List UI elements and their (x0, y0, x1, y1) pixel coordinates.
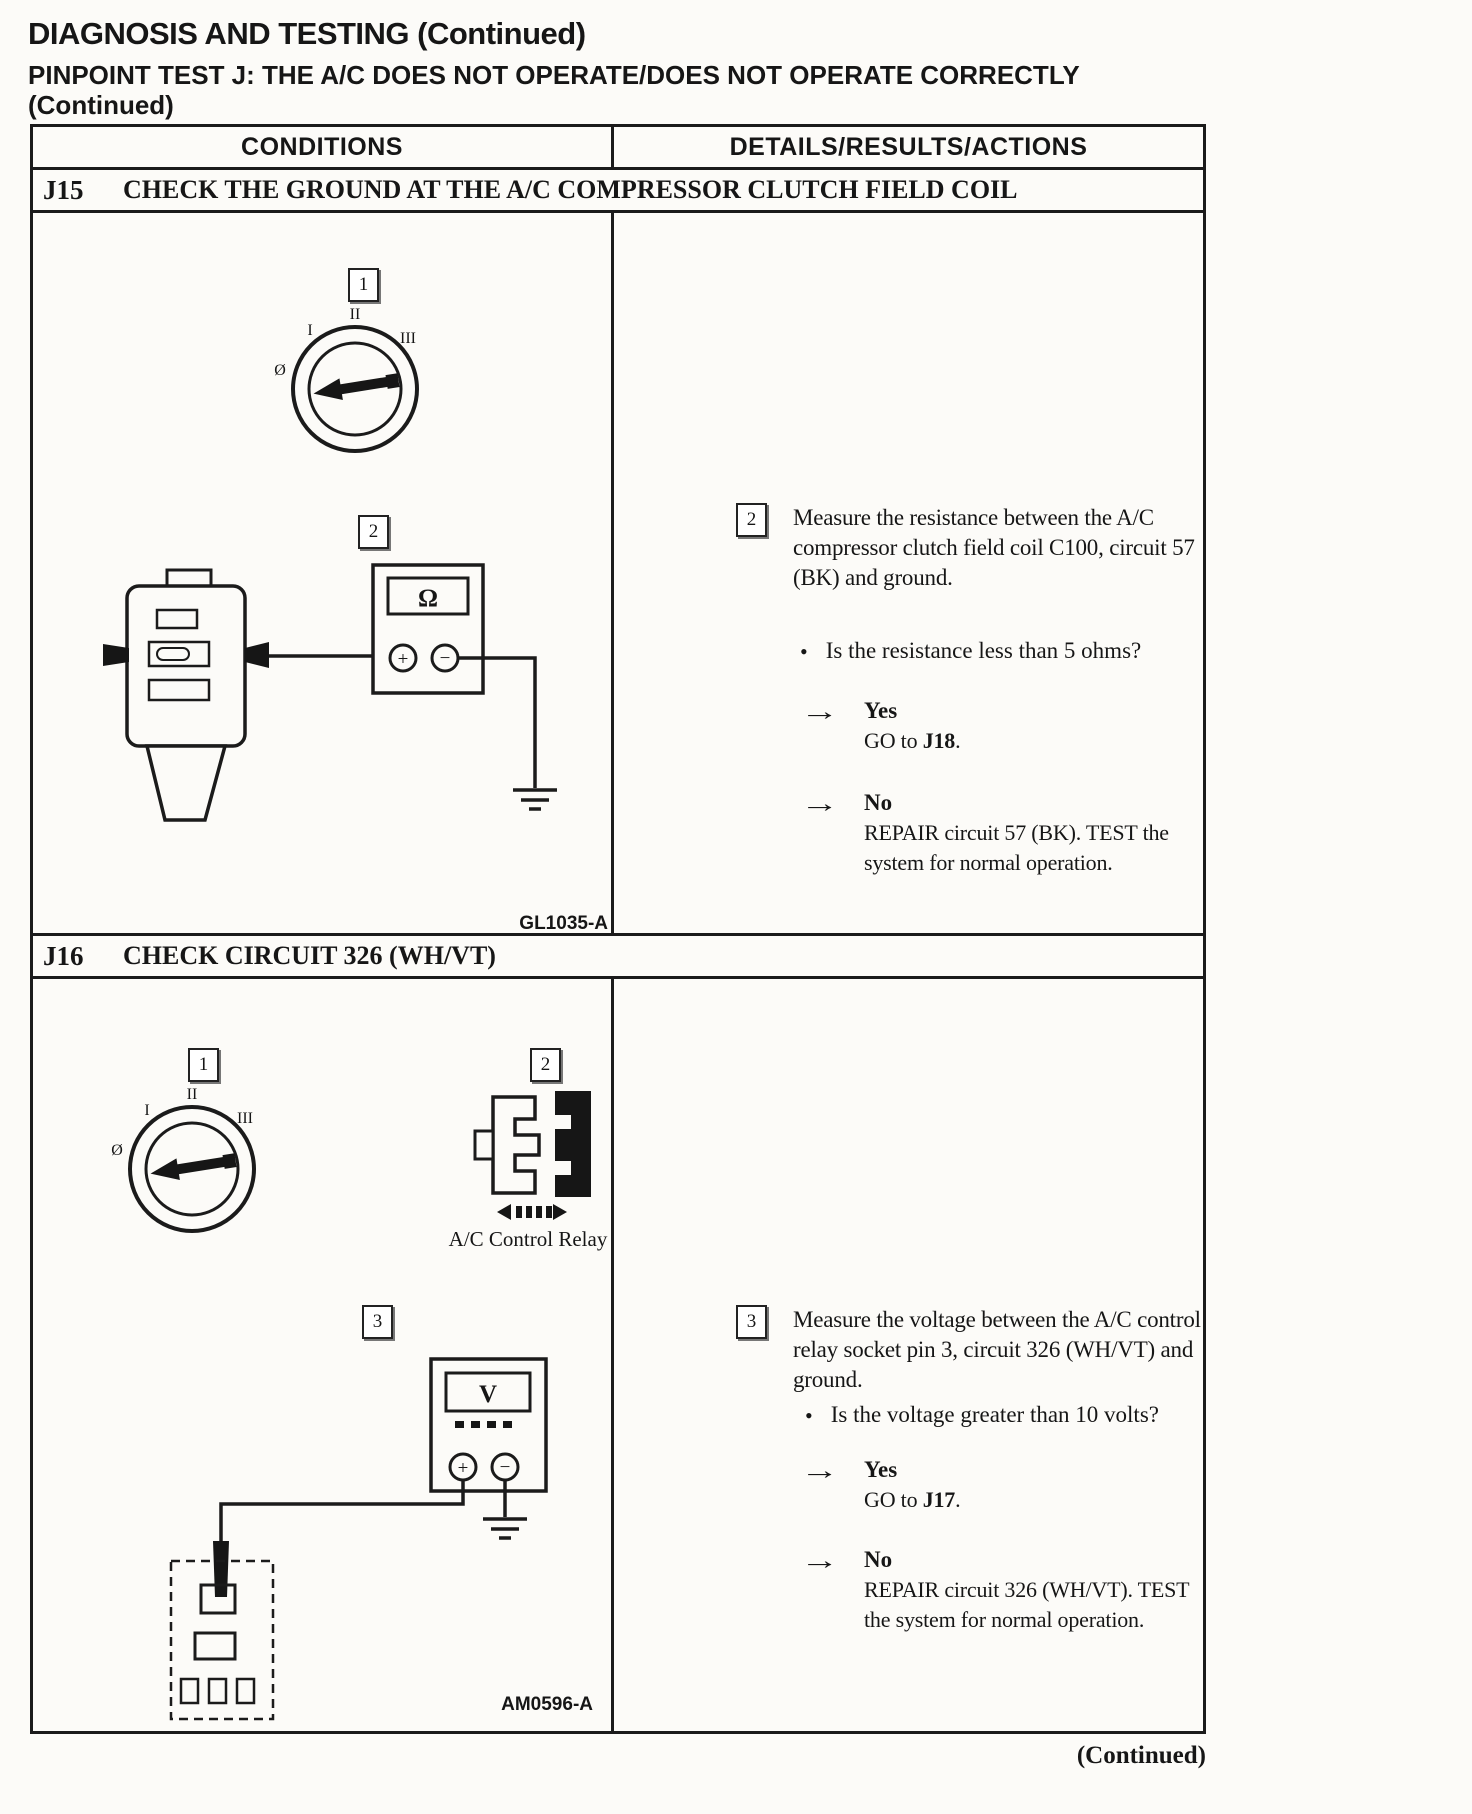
section-id-j15: J15 (43, 174, 84, 205)
j16-no-result (800, 1545, 1214, 1635)
j15-no-label: No (864, 790, 893, 815)
j15-goto-suffix: . (955, 728, 961, 753)
j15-details-cell (614, 213, 1203, 933)
ignition-mark-3: III (237, 1110, 253, 1127)
table-header-row (33, 127, 1203, 170)
ignition-mark-2: II (186, 1086, 198, 1103)
j15-diagram-step1-badge: 1 (348, 268, 379, 302)
ohmmeter (373, 565, 483, 693)
ignition-mark-1: I (144, 1102, 150, 1119)
j16-no-body (864, 1545, 1214, 1635)
voltmeter-test-diagram (143, 1349, 563, 1729)
ohmmeter-test-diagram (103, 558, 583, 878)
j15-yes-body (864, 696, 960, 756)
test-probe-icon (213, 1541, 229, 1597)
j16-yes-result (800, 1455, 960, 1515)
bullet-icon: • (800, 639, 808, 664)
j16-question (805, 1402, 1159, 1429)
j16-yes-body (864, 1455, 960, 1515)
j15-instruction-step-badge: 2 (736, 503, 767, 537)
ignition-mark-2: II (349, 306, 361, 323)
j15-yes-label: Yes (864, 698, 898, 723)
result-arrow-icon: → (800, 1546, 839, 1575)
j15-no-body (864, 788, 1214, 878)
section-title-j15: CHECK THE GROUND AT THE A/C COMPRESSOR CLUTCH FIELD COIL (123, 175, 1018, 204)
result-arrow-icon: → (800, 697, 839, 726)
j15-question-text: Is the resistance less than 5 ohms? (825, 638, 1142, 663)
section-header-j16 (33, 936, 1203, 979)
page-title: DIAGNOSIS AND TESTING (Continued) (28, 16, 586, 51)
j15-yes-result (800, 696, 960, 756)
j15-instruction (736, 503, 1206, 593)
j16-diagram-step2-badge: 2 (530, 1048, 561, 1082)
column-header-conditions: CONDITIONS (33, 127, 614, 167)
ignition-switch-diagram (97, 1077, 287, 1253)
bullet-icon: • (805, 1403, 813, 1428)
ignition-mark-1: I (307, 322, 313, 339)
j15-goto-prefix: GO to (864, 728, 923, 753)
pinpoint-test-table (30, 124, 1206, 1734)
j16-no-label: No (864, 1547, 893, 1572)
ohm-symbol: Ω (417, 585, 439, 612)
relay-caption: A/C Control Relay (448, 1227, 608, 1251)
ignition-mark-3: III (400, 330, 416, 347)
voltmeter-plus-terminal: + (457, 1458, 469, 1479)
j15-figure-label: GL1035-A (519, 913, 608, 934)
ignition-mark-off: Ø (111, 1142, 123, 1159)
pinpoint-test-heading-line1: PINPOINT TEST J: THE A/C DOES NOT OPERATE/DOES NOT OPERATE CORRECTLY (28, 60, 1080, 90)
ac-control-relay-diagram (463, 1079, 608, 1229)
j16-yes-label: Yes (864, 1457, 898, 1482)
row-j16 (33, 979, 1203, 1731)
ignition-switch-diagram (260, 297, 450, 473)
column-header-details: DETAILS/RESULTS/ACTIONS (729, 132, 1088, 161)
relay-body (555, 1091, 591, 1197)
ground-symbol-icon (513, 790, 557, 809)
j16-instruction-text: Measure the voltage between the A/C control relay socket pin 3, circuit 326 (WH/VT) and ground. (793, 1307, 1201, 1392)
voltmeter-minus-terminal: − (499, 1457, 511, 1478)
j16-instruction-step-badge: 3 (736, 1305, 767, 1339)
j15-instruction-text: Measure the resistance between the A/C compressor clutch field coil C100, circuit 57 (BK) and ground. (793, 505, 1195, 590)
j16-goto-suffix: . (955, 1487, 961, 1512)
relay-socket-connector (171, 1561, 273, 1719)
volt-symbol: V (478, 1381, 498, 1408)
pinpoint-test-heading (28, 60, 1080, 120)
j15-conditions-cell (33, 213, 614, 933)
key-position-arrow-icon (312, 369, 400, 404)
j16-conditions-cell (33, 979, 614, 1731)
j16-instruction (736, 1305, 1206, 1395)
compressor-clutch-connector (103, 570, 269, 820)
j15-no-result (800, 788, 1214, 878)
j15-question (800, 638, 1141, 665)
ignition-mark-off: Ø (274, 362, 286, 379)
voltmeter (431, 1359, 546, 1491)
positive-test-lead (221, 1480, 463, 1544)
key-position-arrow-icon (149, 1149, 237, 1184)
j15-diagram-step2-badge: 2 (358, 515, 389, 549)
ohmmeter-minus-terminal: − (439, 648, 451, 669)
section-id-j16: J16 (43, 940, 84, 971)
section-header-j15 (33, 170, 1203, 213)
j16-question-text: Is the voltage greater than 10 volts? (830, 1402, 1159, 1427)
relay-socket-outline (493, 1097, 539, 1193)
ground-symbol-icon (483, 1519, 527, 1538)
j16-goto-prefix: GO to (864, 1487, 923, 1512)
row-j15 (33, 213, 1203, 936)
coil-lead-icon (103, 644, 129, 666)
result-arrow-icon: → (800, 1456, 839, 1485)
j15-no-action: REPAIR circuit 57 (BK). TEST the system for normal operation. (864, 820, 1169, 875)
ohmmeter-plus-terminal: + (397, 649, 409, 670)
j16-details-cell (614, 979, 1203, 1731)
j15-yes-action (864, 726, 960, 756)
j15-goto-target: J18 (922, 728, 956, 753)
relay-tab (475, 1131, 493, 1159)
relay-pin-arrows-icon (497, 1204, 567, 1220)
j16-diagram-step1-badge: 1 (188, 1048, 219, 1082)
result-arrow-icon: → (800, 789, 839, 818)
pinpoint-test-heading-line2: (Continued) (28, 90, 174, 121)
j16-figure-label: AM0596-A (501, 1694, 593, 1715)
j16-yes-action (864, 1485, 960, 1515)
probe-contact-icon (245, 642, 269, 668)
footer-continued: (Continued) (1076, 1742, 1206, 1769)
j16-no-action: REPAIR circuit 326 (WH/VT). TEST the system for normal operation. (864, 1577, 1190, 1632)
j16-diagram-step3-badge: 3 (362, 1305, 393, 1339)
j16-goto-target: J17 (922, 1487, 956, 1512)
section-title-j16: CHECK CIRCUIT 326 (WH/VT) (123, 941, 496, 970)
